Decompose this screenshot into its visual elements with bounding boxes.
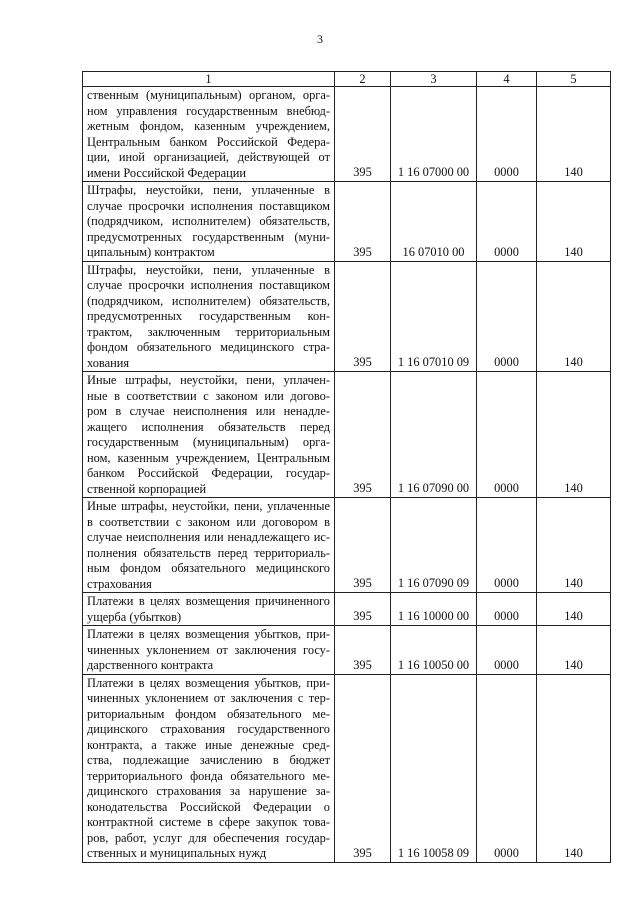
description-line: дарственного контракта [87,658,214,672]
administrator-code-cell: 395 [335,261,391,372]
description-line: Платежи в целях возмещения убытков, при- [87,627,330,641]
classification-kind-cell: 140 [537,626,611,675]
description-line: ные в соответствии с законом или догово- [87,388,330,403]
description-line: хования [87,355,130,370]
classification-kind-cell: 140 [537,498,611,593]
description-line: случае просрочки исполнения поставщиком [87,278,330,292]
header-col-2: 2 [335,72,391,87]
description-line: случае неисполнения или ненадлежащего ис- [87,530,330,544]
description-line: конодательства Российской Федерации о [87,799,330,814]
classification-kind-cell: 140 [537,261,611,372]
description-line: Платежи в целях возмещения убытков, при- [87,675,330,690]
description-line: (подрядчиком, исполнителем) обязательств, [87,293,330,308]
description-line: Центральным банком Российской Федера- [87,134,330,149]
description-line: (подрядчиком, исполнителем) обязательств, [87,214,330,228]
description-line: ном, казенным учреждением, Центральным [87,450,330,465]
table-row [83,182,611,262]
header-col-3: 3 [391,72,477,87]
administrator-code-cell: 395 [335,626,391,675]
description-line: ственной корпорацией [87,481,207,496]
table-row [83,372,611,498]
description-line: чиненных уклонением от заключения госу- [87,642,330,657]
administrator-code-cell: 395 [335,593,391,626]
description-line: дицинского страхования за нарушение за- [87,784,330,798]
description-line: в соответствии с законом или договором в [87,514,330,529]
description-line: ственных и муниципальных нужд [87,846,267,860]
description-line: имени Российской Федерации [87,165,247,180]
description-line: ущерба (убытков) [87,609,182,624]
table-row [83,593,611,626]
description-line: Иные штрафы, неустойки, пени, уплачен- [87,373,330,387]
description-line: трактом, заключенным территориальным [87,324,330,339]
header-col-5: 5 [537,72,611,87]
table-body [83,87,611,863]
header-col-4: 4 [477,72,537,87]
revenue-code-cell: 1 16 07090 00 [391,372,477,498]
description-line: ном управления государственным внебюд- [87,103,330,118]
description-line: территориального фонда обязательного ме- [87,768,330,783]
revenue-description-cell [83,87,335,182]
description-line: Штрафы, неустойки, пени, уплаченные в [87,183,330,197]
revenue-code-cell: 16 07010 00 [391,182,477,262]
table-row [83,498,611,593]
revenue-description-cell [83,261,335,372]
revenue-description-cell [83,626,335,675]
administrator-code-cell: 395 [335,372,391,498]
program-code-cell: 0000 [477,498,537,593]
classification-kind-cell: 140 [537,87,611,182]
description-line: ции, иной организацией, действующей от [87,150,330,164]
description-line: ным фондом обязательного медицинского [87,561,330,575]
revenue-code-cell: 1 16 10058 09 [391,674,477,862]
administrator-code-cell: 395 [335,498,391,593]
budget-classification-table [82,71,611,863]
table-row [83,261,611,372]
description-line: государственным (муниципальным) орга- [87,435,330,449]
description-line: фондом обязательного медицинского стра- [87,340,330,354]
table-row [83,87,611,182]
table-row [83,626,611,675]
program-code-cell: 0000 [477,372,537,498]
description-line: контракта, а также иные денежные сред- [87,737,330,752]
revenue-description-cell [83,372,335,498]
revenue-code-cell: 1 16 10050 00 [391,626,477,675]
revenue-description-cell [83,498,335,593]
administrator-code-cell: 395 [335,87,391,182]
administrator-code-cell: 395 [335,182,391,262]
description-line: предусмотренных государственным кон- [87,309,330,323]
description-line: Штрафы, неустойки, пени, уплаченные в [87,262,330,277]
program-code-cell: 0000 [477,626,537,675]
description-line: риториальным фондом обязательного ме- [87,706,330,721]
program-code-cell: 0000 [477,87,537,182]
revenue-description-cell [83,674,335,862]
classification-kind-cell: 140 [537,593,611,626]
page-number: 3 [317,32,323,46]
description-line: предусмотренных государственным (муни- [87,229,330,244]
classification-kind-cell: 140 [537,372,611,498]
revenue-description-cell [83,182,335,262]
description-line: полнения обязательств перед территориаль- [87,545,330,560]
description-line: ственным (муниципальным) органом, орга- [87,88,330,102]
description-line: ров, работ, услуг для обеспечения государ- [87,830,330,845]
header-col-1: 1 [83,72,335,87]
program-code-cell: 0000 [477,593,537,626]
administrator-code-cell: 395 [335,674,391,862]
description-line: жащего исполнения обязательств перед [87,419,330,434]
description-line: контрактной системе в сфере закупок това- [87,815,330,829]
table-row [83,674,611,862]
revenue-code-cell: 1 16 07000 00 [391,87,477,182]
classification-kind-cell: 140 [537,182,611,262]
description-line: ром в случае неисполнения или ненадле- [87,404,330,418]
description-line: случае просрочки исполнения поставщиком [87,198,330,213]
revenue-code-cell: 1 16 10000 00 [391,593,477,626]
description-line: Платежи в целях возмещения причиненного [87,594,330,608]
program-code-cell: 0000 [477,261,537,372]
description-line: банком Российской Федерации, государ- [87,466,330,480]
program-code-cell: 0000 [477,182,537,262]
description-line: ства, подлежащие зачислению в бюджет [87,753,330,767]
revenue-code-cell: 1 16 07090 09 [391,498,477,593]
description-line: Иные штрафы, неустойки, пени, уплаченные [87,499,330,513]
description-line: ципальным) контрактом [87,245,215,259]
program-code-cell: 0000 [477,674,537,862]
revenue-description-cell [83,593,335,626]
description-line: чиненных уклонением от заключения с тер- [87,691,330,705]
description-line: страхования [87,576,152,591]
description-line: жетным фондом, казенным учреждением, [87,119,330,133]
revenue-code-cell: 1 16 07010 09 [391,261,477,372]
classification-kind-cell: 140 [537,674,611,862]
description-line: дицинского страхования государственного [87,722,330,736]
table-header-row [83,72,611,87]
